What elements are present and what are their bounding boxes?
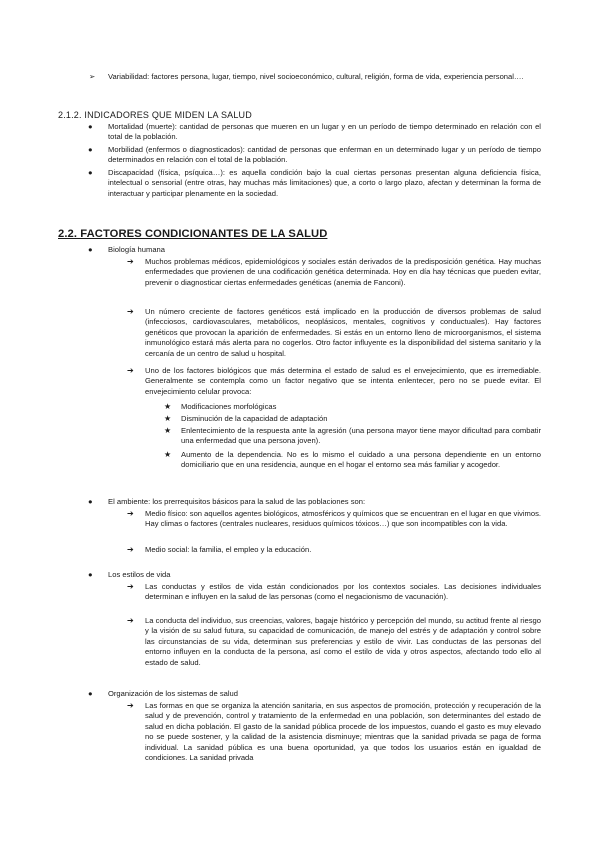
- bullet-dot-icon: ●: [88, 245, 93, 254]
- biologia-point-2: Un número creciente de factores genéticos está implicado en la producción de diversos problemas de salud (infecciosos, cardiovasculares, metabólicos, neoplásicos, mentales, cognitivos y conductuales). Hay factores genéticos que provocan la aparición de enfermedades. Si estás en un entorno lleno de microorganismos, el sistema inmunológico estará más alerta para no cogerlos. Otro factor influyente es la disponibilidad del sistema sanitario y la cercanía de un centro de salud u hospital.: [145, 307, 541, 358]
- biologia-label: Biología humana: [108, 245, 165, 254]
- indicador-mortalidad: Mortalidad (muerte): cantidad de personas que mueren en un lugar y en un período de tiempo determinado en relación con el total de la población.: [108, 122, 541, 142]
- envejecimiento-item-4: Aumento de la dependencia. No es lo mismo el cuidado a una persona dependiente en un entorno domiciliario que en una residencia, aunque en el hogar el entorno sea más familiar y acogedor.: [181, 450, 541, 470]
- factores-title: 2.2. FACTORES CONDICIONANTES DE LA SALUD: [58, 228, 328, 240]
- intro-variabilidad-text: Variabilidad: factores persona, lugar, tiempo, nivel socioeconómico, cultural, religión, forma de vida, experiencia personal….: [108, 72, 524, 81]
- estilos-label: Los estilos de vida: [108, 570, 171, 579]
- bullet-dot-icon: ●: [88, 497, 93, 506]
- star-bullet-icon: ★: [164, 450, 172, 459]
- indicadores-heading: 2.1.2. INDICADORES QUE MIDEN LA SALUD: [58, 110, 252, 120]
- arrow-bullet-icon: ➔: [127, 257, 134, 266]
- envejecimiento-item-2: Disminución de la capacidad de adaptación: [181, 414, 328, 423]
- organizacion-point-1: Las formas en que se organiza la atención sanitaria, en sus aspectos de promoción, protección y recuperación de la salud y de prevención, control y tratamiento de la enfermedad en una población, son determinantes del estado de salud en dicha población. El gasto de la sanidad pública procede de los impuestos, cuando el gasto es muy elevado no se puede sostener, y la calidad de la asistencia disminuye; mientras que la sanidad privada se paga de forma individual. La sanidad pública es una buena oportunidad, ya que todos los usuarios están en igualdad de condiciones. La sanidad privada: [145, 701, 541, 763]
- biologia-point-3: Uno de los factores biológicos que más determina el estado de salud es el envejecimiento, que es irremediable. Generalmente se contempla como un factor negativo que se intenta enlentecer, pero no se puede evitar. El envejecimiento celular provoca:: [145, 366, 541, 396]
- estilos-point-2: La conducta del individuo, sus creencias, valores, bagaje histórico y percepción del mundo, su actitud frente al riesgo y la visión de su salud futura, su capacidad de comunicación, de manejo del estrés y de adaptación y control sobre las circunstancias de su vida, determinan sus preferencias y estilo de vivir. Las conductas de las personas del entorno influyen en la conducta de la persona, así como el estilo de vida y otros aspectos, afectando todo ello al estado de salud.: [145, 616, 541, 667]
- arrow-bullet-icon: ➔: [127, 509, 134, 518]
- bullet-dot-icon: ●: [88, 122, 93, 131]
- star-bullet-icon: ★: [164, 426, 172, 435]
- arrow-bullet-icon: ➔: [127, 582, 134, 591]
- bullet-dot-icon: ●: [88, 168, 93, 177]
- arrow-bullet-icon: ➔: [127, 701, 134, 710]
- bullet-dot-icon: ●: [88, 570, 93, 579]
- envejecimiento-item-3: Enlentecimiento de la respuesta ante la agresión (una persona mayor tiene mayor dificultad para combatir una enfermedad que una persona joven).: [181, 426, 541, 446]
- arrow-bullet-icon: ➔: [127, 616, 134, 625]
- ambiente-medio-social: Medio social: la familia, el empleo y la educación.: [145, 545, 312, 554]
- organizacion-label: Organización de los sistemas de salud: [108, 689, 239, 698]
- estilos-point-1: Las conductas y estilos de vida están condicionados por los contextos sociales. Las decisiones individuales determinan e influyen en la salud de las personas (como el negacionismo de vacunación).: [145, 582, 541, 602]
- star-bullet-icon: ★: [164, 414, 172, 423]
- bullet-dot-icon: ●: [88, 145, 93, 154]
- ambiente-label: El ambiente: los prerrequisitos básicos para la salud de las poblaciones son:: [108, 497, 366, 506]
- arrow-bullet-icon: ➔: [127, 307, 134, 316]
- arrow-bullet-icon: ➢: [89, 72, 96, 81]
- arrow-bullet-icon: ➔: [127, 366, 134, 375]
- envejecimiento-item-1: Modificaciones morfológicas: [181, 402, 277, 411]
- ambiente-medio-fisico: Medio físico: son aquellos agentes biológicos, atmosféricos y químicos que se encuentran en el lugar en que vivimos. Hay climas o factores (centrales nucleares, residuos químicos tóxicos…) que son incompatibles con la vida.: [145, 509, 541, 529]
- indicador-discapacidad: Discapacidad (física, psíquica…): es aquella condición bajo la cual ciertas personas presentan alguna deficiencia física, intelectual o sensorial (entre otras, hay muchas más limitaciones) que, a corto o largo plazo, afectan y determinan la forma de interactuar y participar plenamente en la sociedad.: [108, 168, 541, 198]
- star-bullet-icon: ★: [164, 402, 172, 411]
- arrow-bullet-icon: ➔: [127, 545, 134, 554]
- indicador-morbilidad: Morbilidad (enfermos o diagnosticados): cantidad de personas que enferman en un determinado lugar y un período de tiempo determinados en relación con el total de la población.: [108, 145, 541, 165]
- bullet-dot-icon: ●: [88, 689, 93, 698]
- biologia-point-1: Muchos problemas médicos, epidemiológicos y sociales están derivados de la predisposición genética. Hay muchas enfermedades que provienen de una codificación genética determinada. Hoy en día hay técnicas que pueden evitar, prevenir o diagnosticar ciertas enfermedades genéticas (anemia de Fanconi).: [145, 257, 541, 287]
